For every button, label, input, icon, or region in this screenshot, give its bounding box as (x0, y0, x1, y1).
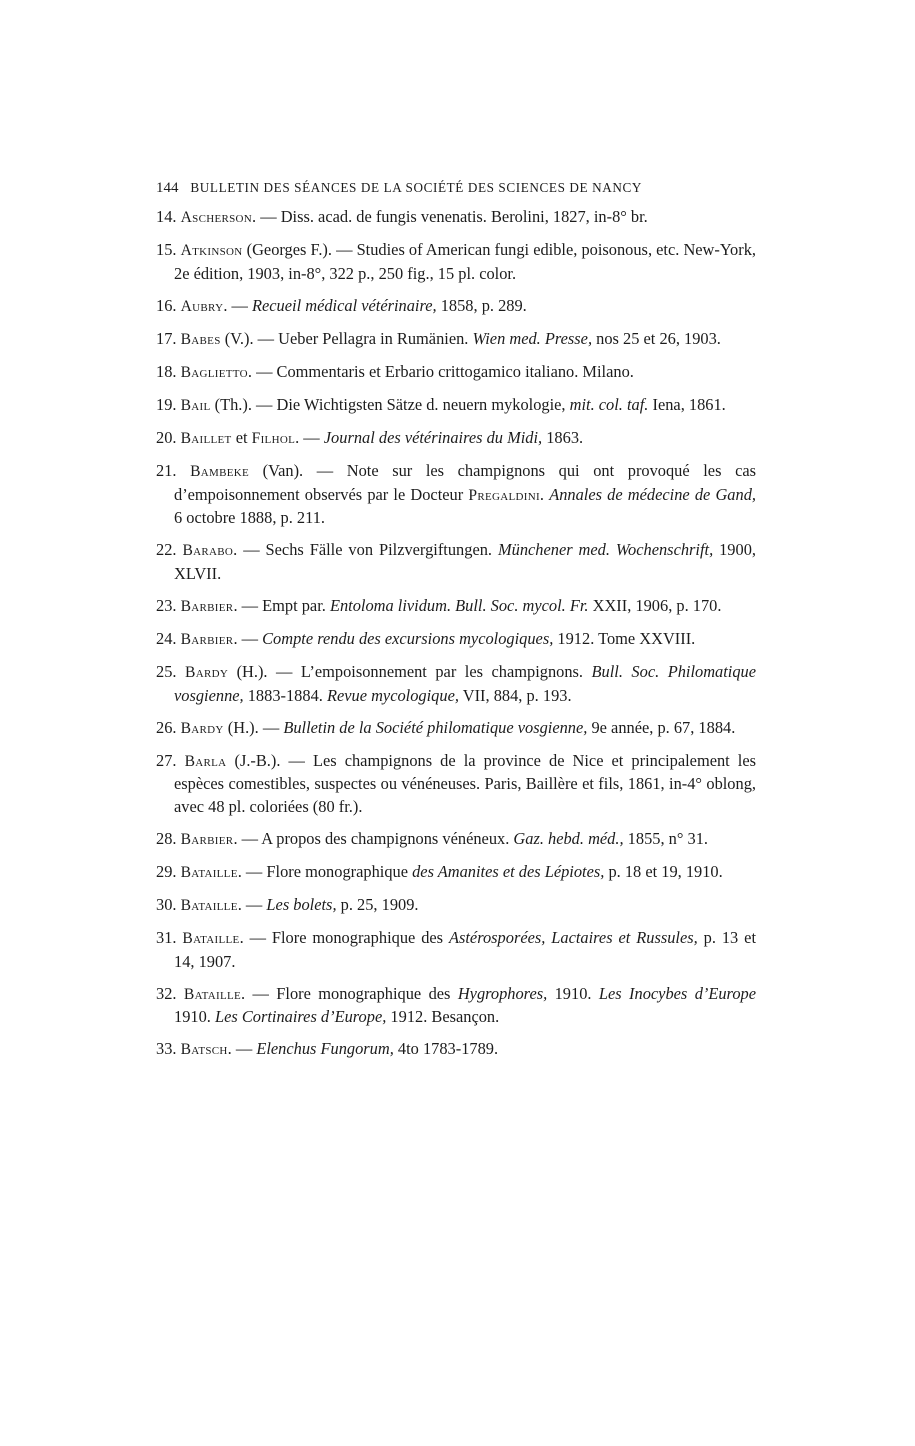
entry-text: p. 18 et 19, 1910. (604, 861, 723, 881)
entry-text: 9e année, p. 67, 1884. (587, 717, 736, 737)
entry-text: 1883-1884. (243, 685, 327, 705)
author-name: Atkinson (180, 242, 243, 260)
entry-text: Iena, 1861. (648, 394, 726, 414)
entry-text: 30. (156, 895, 181, 914)
italic-title: Hygrophores, (457, 983, 548, 1003)
entry-text: 1910. (174, 1007, 215, 1027)
bibliography-entry (156, 628, 756, 652)
author-name: Ascherson (180, 209, 253, 226)
bibliography-entry (156, 750, 756, 819)
italic-title: Les bolets, (266, 895, 337, 914)
entry-text: 21. (156, 461, 191, 481)
entry-text: 24. (156, 628, 181, 648)
author-name: Barbier (180, 597, 234, 615)
bibliography-entry (156, 861, 756, 885)
entry-text: 1858, p. 289. (436, 295, 527, 315)
entry-text: 1912. Besançon. (386, 1007, 500, 1027)
entry-text: 16. (156, 295, 181, 315)
author-name: Bataille (180, 897, 238, 914)
author-name: Babes (180, 330, 221, 348)
italic-title: Les Cortinaires d’Europe, (214, 1007, 387, 1027)
entry-text: 1910. (547, 983, 599, 1003)
bibliography-entry (156, 983, 756, 1029)
entry-text: . — Diss. acad. de fungis venenatis. Berolini, 1827, in-8° br. (252, 207, 648, 226)
entry-text: 1912. Tome XXVIII. (553, 628, 696, 648)
entry-text: 20. (156, 428, 181, 448)
italic-title: Les Inocybes d’Europe (598, 983, 756, 1003)
bibliography-entry (156, 661, 756, 707)
author-name: Baglietto (180, 363, 248, 381)
entry-text: 19. (156, 394, 181, 414)
italic-title: des Amanites et des Lépiotes, (412, 861, 605, 881)
entry-text: p. 13 et 14, 1907. (174, 928, 756, 971)
entry-text: 1863. (542, 428, 584, 448)
bibliography-entry (156, 394, 756, 418)
bibliography-entry (156, 927, 756, 973)
page-number: 144 (156, 180, 179, 196)
entry-text: 32. (156, 983, 184, 1003)
entry-text: 6 octobre 1888, p. 211. (174, 508, 325, 528)
author-name: Barbier (180, 830, 234, 848)
author-name: Bataille (183, 985, 242, 1003)
entry-text: . — Empt par. (233, 595, 330, 615)
italic-title: Revue mycologique, (326, 685, 459, 705)
entry-text: . — Flore monographique des (239, 928, 449, 948)
italic-title: Elenchus Fungorum, (256, 1039, 394, 1059)
entry-text: 22. (156, 540, 183, 560)
entry-text: 33. (156, 1039, 181, 1059)
italic-title: Gaz. hebd. méd., (513, 828, 624, 848)
bibliography-entry (156, 239, 756, 285)
italic-title: mit. col. taf. (569, 394, 649, 414)
author-name: Aubry (180, 297, 224, 315)
bibliography-list (156, 206, 756, 1071)
bibliography-entry (156, 361, 756, 385)
entry-text: 1900, XLVII. (174, 540, 756, 583)
author-name: Bail (180, 396, 211, 414)
italic-title: Wien med. Presse, (472, 328, 593, 348)
entry-text: (J.-B.). — Les champignons de la province de Nice et principalement les espèces comestibles, suspectes ou vénéneuses. Paris, Baillère et fils, 1861, in-4° oblong, avec 48 pl. coloriées (80 fr.). (174, 750, 756, 816)
entry-text: 1855, n° 31. (623, 828, 708, 848)
italic-title: Münchener med. Wochenschrift, (497, 540, 714, 560)
italic-title: Astérosporées, Lactaires et Russules, (448, 928, 698, 948)
entry-text: 17. (156, 328, 181, 348)
entry-text: . — (295, 428, 324, 448)
entry-text: . — Flore monographique des (241, 983, 458, 1003)
bibliography-entry (156, 427, 756, 451)
bibliography-entry (156, 460, 756, 530)
running-title: BULLETIN DES SÉANCES DE LA SOCIÉTÉ DES SCIENCES DE NANCY (190, 180, 642, 195)
entry-text: (Th.). — Die Wichtigsten Sätze d. neuern mykologie, (210, 394, 570, 414)
entry-text: . — A propos des champignons vénéneux. (233, 828, 514, 848)
author-name: Baillet (180, 430, 232, 448)
author-name: Batsch (180, 1041, 228, 1059)
author-name: Barabo (182, 542, 234, 560)
entry-text: . — (223, 295, 252, 315)
italic-title: Recueil médical vétérinaire, (252, 295, 437, 315)
bibliography-entry (156, 295, 756, 319)
italic-title: Entoloma lividum. Bull. Soc. mycol. Fr. (329, 595, 589, 615)
italic-title: Annales de médecine de Gand, (549, 484, 756, 504)
entry-text: . — (227, 1039, 257, 1059)
running-header (156, 180, 756, 197)
entry-text: . — Sechs Fälle von Pilzvergiftungen. (233, 540, 498, 560)
entry-text: et (231, 428, 252, 448)
author-name: Bataille (182, 930, 240, 948)
entry-text: nos 25 et 26, 1903. (592, 328, 721, 348)
entry-text: VII, 884, p. 193. (458, 685, 572, 705)
entry-text: 25. (156, 662, 185, 682)
italic-title: Bulletin de la Société philomatique vosgienne, (283, 717, 588, 737)
entry-text: . — (233, 628, 263, 648)
bibliography-entry (156, 717, 756, 741)
entry-text: (H.). — L’empoisonnement par les champignons. (228, 662, 592, 682)
entry-text: . — Commentaris et Erbario crittogamico italiano. Milano. (247, 361, 634, 381)
entry-text: 26. (156, 717, 181, 737)
entry-text: 14. (156, 207, 181, 226)
bibliography-entry (156, 206, 756, 230)
bibliography-entry (156, 328, 756, 352)
author-name: Bataille (180, 863, 238, 881)
author-name: Bambeke (190, 463, 250, 481)
italic-title: Bull. Soc. Philomatique vosgienne, (174, 662, 757, 705)
author-name: Pregaldini (468, 486, 540, 504)
italic-title: Compte rendu des excursions mycologiques, (262, 628, 554, 648)
bibliography-entry (156, 1038, 756, 1062)
entry-text: 15. (156, 240, 181, 260)
author-name: Bardy (185, 664, 229, 682)
entry-text: 29. (156, 861, 181, 881)
bibliography-entry (156, 539, 756, 585)
author-name: Bardy (180, 719, 224, 737)
entry-text: 18. (156, 361, 181, 381)
bibliography-entry (156, 894, 756, 918)
italic-title: Journal des vétérinaires du Midi, (323, 428, 543, 448)
entry-text: 31. (156, 928, 183, 948)
entry-text: 27. (156, 750, 185, 770)
entry-text: (Van). — Note sur les champignons qui ont provoqué les cas d’empoisonnement observés par le Docteur (174, 461, 756, 504)
entry-text: 23. (156, 595, 181, 615)
entry-text: 4to 1783-1789. (393, 1039, 499, 1059)
author-name: Barbier (180, 630, 234, 648)
bibliography-entry (156, 595, 756, 619)
entry-text: . (539, 484, 550, 504)
author-name: Filhol (251, 430, 296, 448)
entry-text: . — Flore monographique (237, 861, 413, 881)
entry-text: . — (237, 895, 267, 914)
entry-text: 28. (156, 828, 181, 848)
entry-text: (Georges F.). — Studies of American fungi edible, poisonous, etc. New-York, 2e édition, 1903, in-8°, 322 p., 250 fig., 15 pl. color. (174, 240, 756, 283)
bibliography-entry (156, 828, 756, 852)
entry-text: XXII, 1906, p. 170. (588, 595, 722, 615)
entry-text: p. 25, 1909. (336, 895, 419, 914)
entry-text: (V.). — Ueber Pellagra in Rumänien. (220, 328, 473, 348)
entry-text: (H.). — (223, 717, 284, 737)
author-name: Barla (184, 752, 227, 770)
